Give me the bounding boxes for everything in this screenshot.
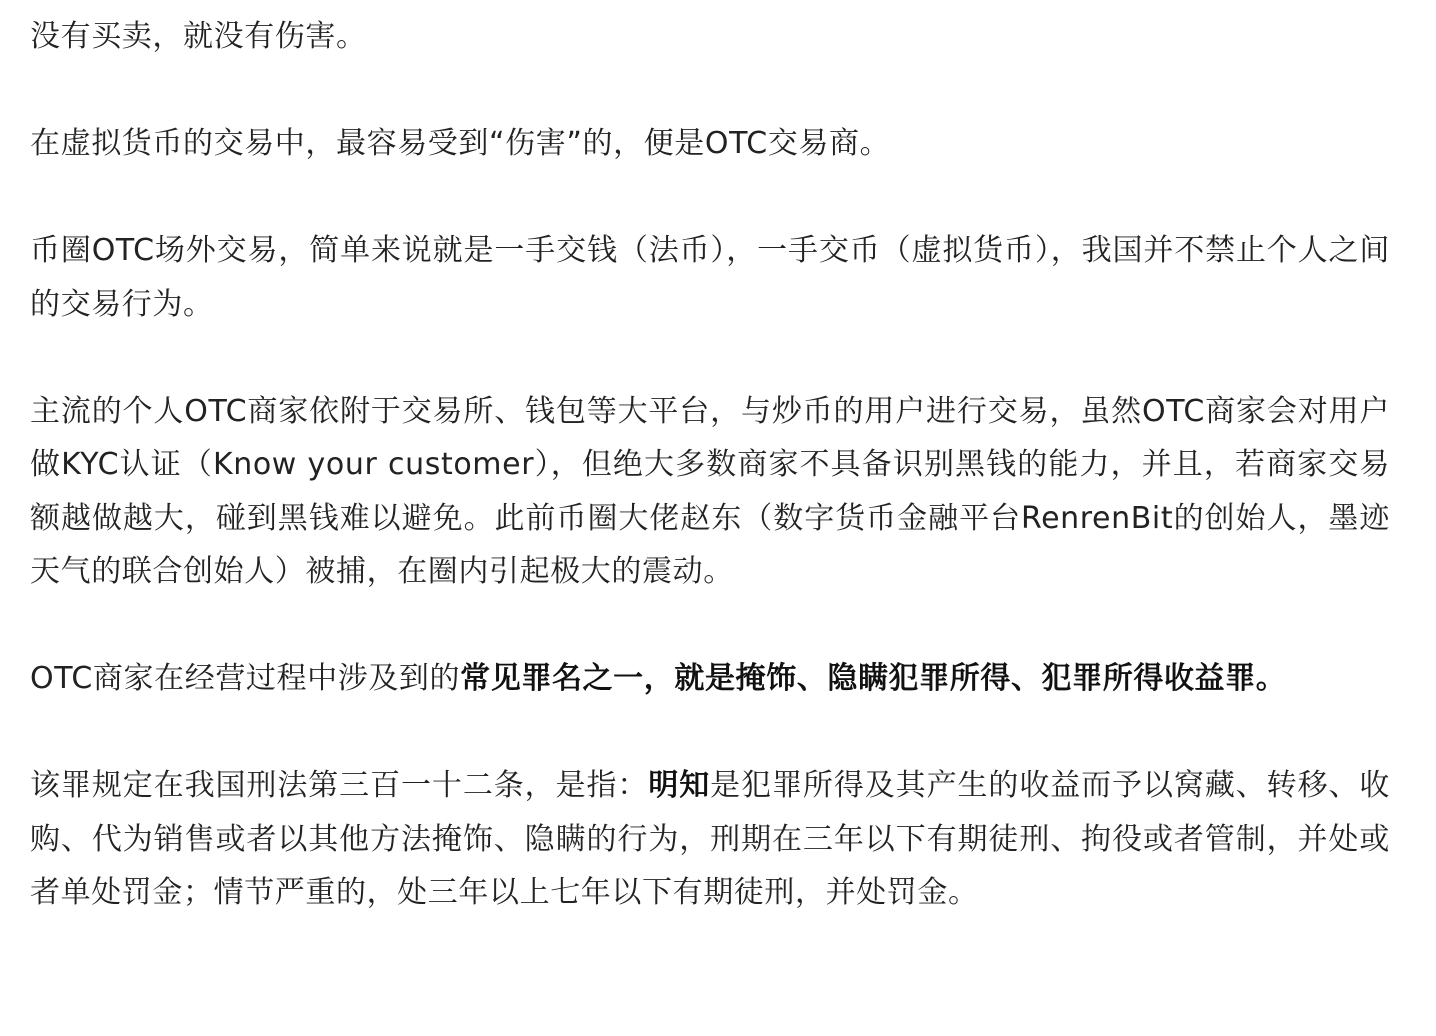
paragraph-common-crime-lead: OTC商家在经营过程中涉及到的 bbox=[30, 661, 461, 696]
paragraph-criminal-law bbox=[30, 759, 1390, 920]
crime-name-highlight: 常见罪名之一，就是掩饰、隐瞒犯罪所得、犯罪所得收益罪。 bbox=[460, 661, 1287, 696]
knowingly-highlight: 明知 bbox=[648, 768, 711, 803]
paragraph-otc-merchants: 主流的个人OTC商家依附于交易所、钱包等大平台，与炒币的用户进行交易，虽然OTC商家会对用户做KYC认证（Know your customer），但绝大多数商家不具备识别黑钱的能力，并且，若商家交易额越做越大，碰到黑钱难以避免。此前币圈大佬赵东（数字货币金融平台RenrenBit的创始人，墨迹天气的联合创始人）被捕，在圈内引起极大的震动。 bbox=[30, 393, 1390, 589]
article-body bbox=[30, 10, 1390, 920]
paragraph-criminal-law-lead: 该罪规定在我国刑法第三百一十二条，是指： bbox=[30, 768, 649, 803]
paragraph-otc-definition: 币圈OTC场外交易，简单来说就是一手交钱（法币），一手交币（虚拟货币），我国并不禁止个人之间的交易行为。 bbox=[30, 233, 1390, 322]
paragraph-otc-harm: 在虚拟货币的交易中，最容易受到“伤害”的，便是OTC交易商。 bbox=[30, 126, 891, 161]
paragraph-criminal-law-rest: 是犯罪所得及其产生的收益而予以窝藏、转移、收购、代为销售或者以其他方法掩饰、隐瞒的行为，刑期在三年以下有期徒刑、拘役或者管制，并处或者单处罚金；情节严重的，处三年以上七年以下有期徒刑，并处罚金。 bbox=[30, 768, 1391, 910]
paragraph-common-crime bbox=[30, 652, 1390, 706]
paragraph-intro: 没有买卖，就没有伤害。 bbox=[30, 19, 367, 54]
